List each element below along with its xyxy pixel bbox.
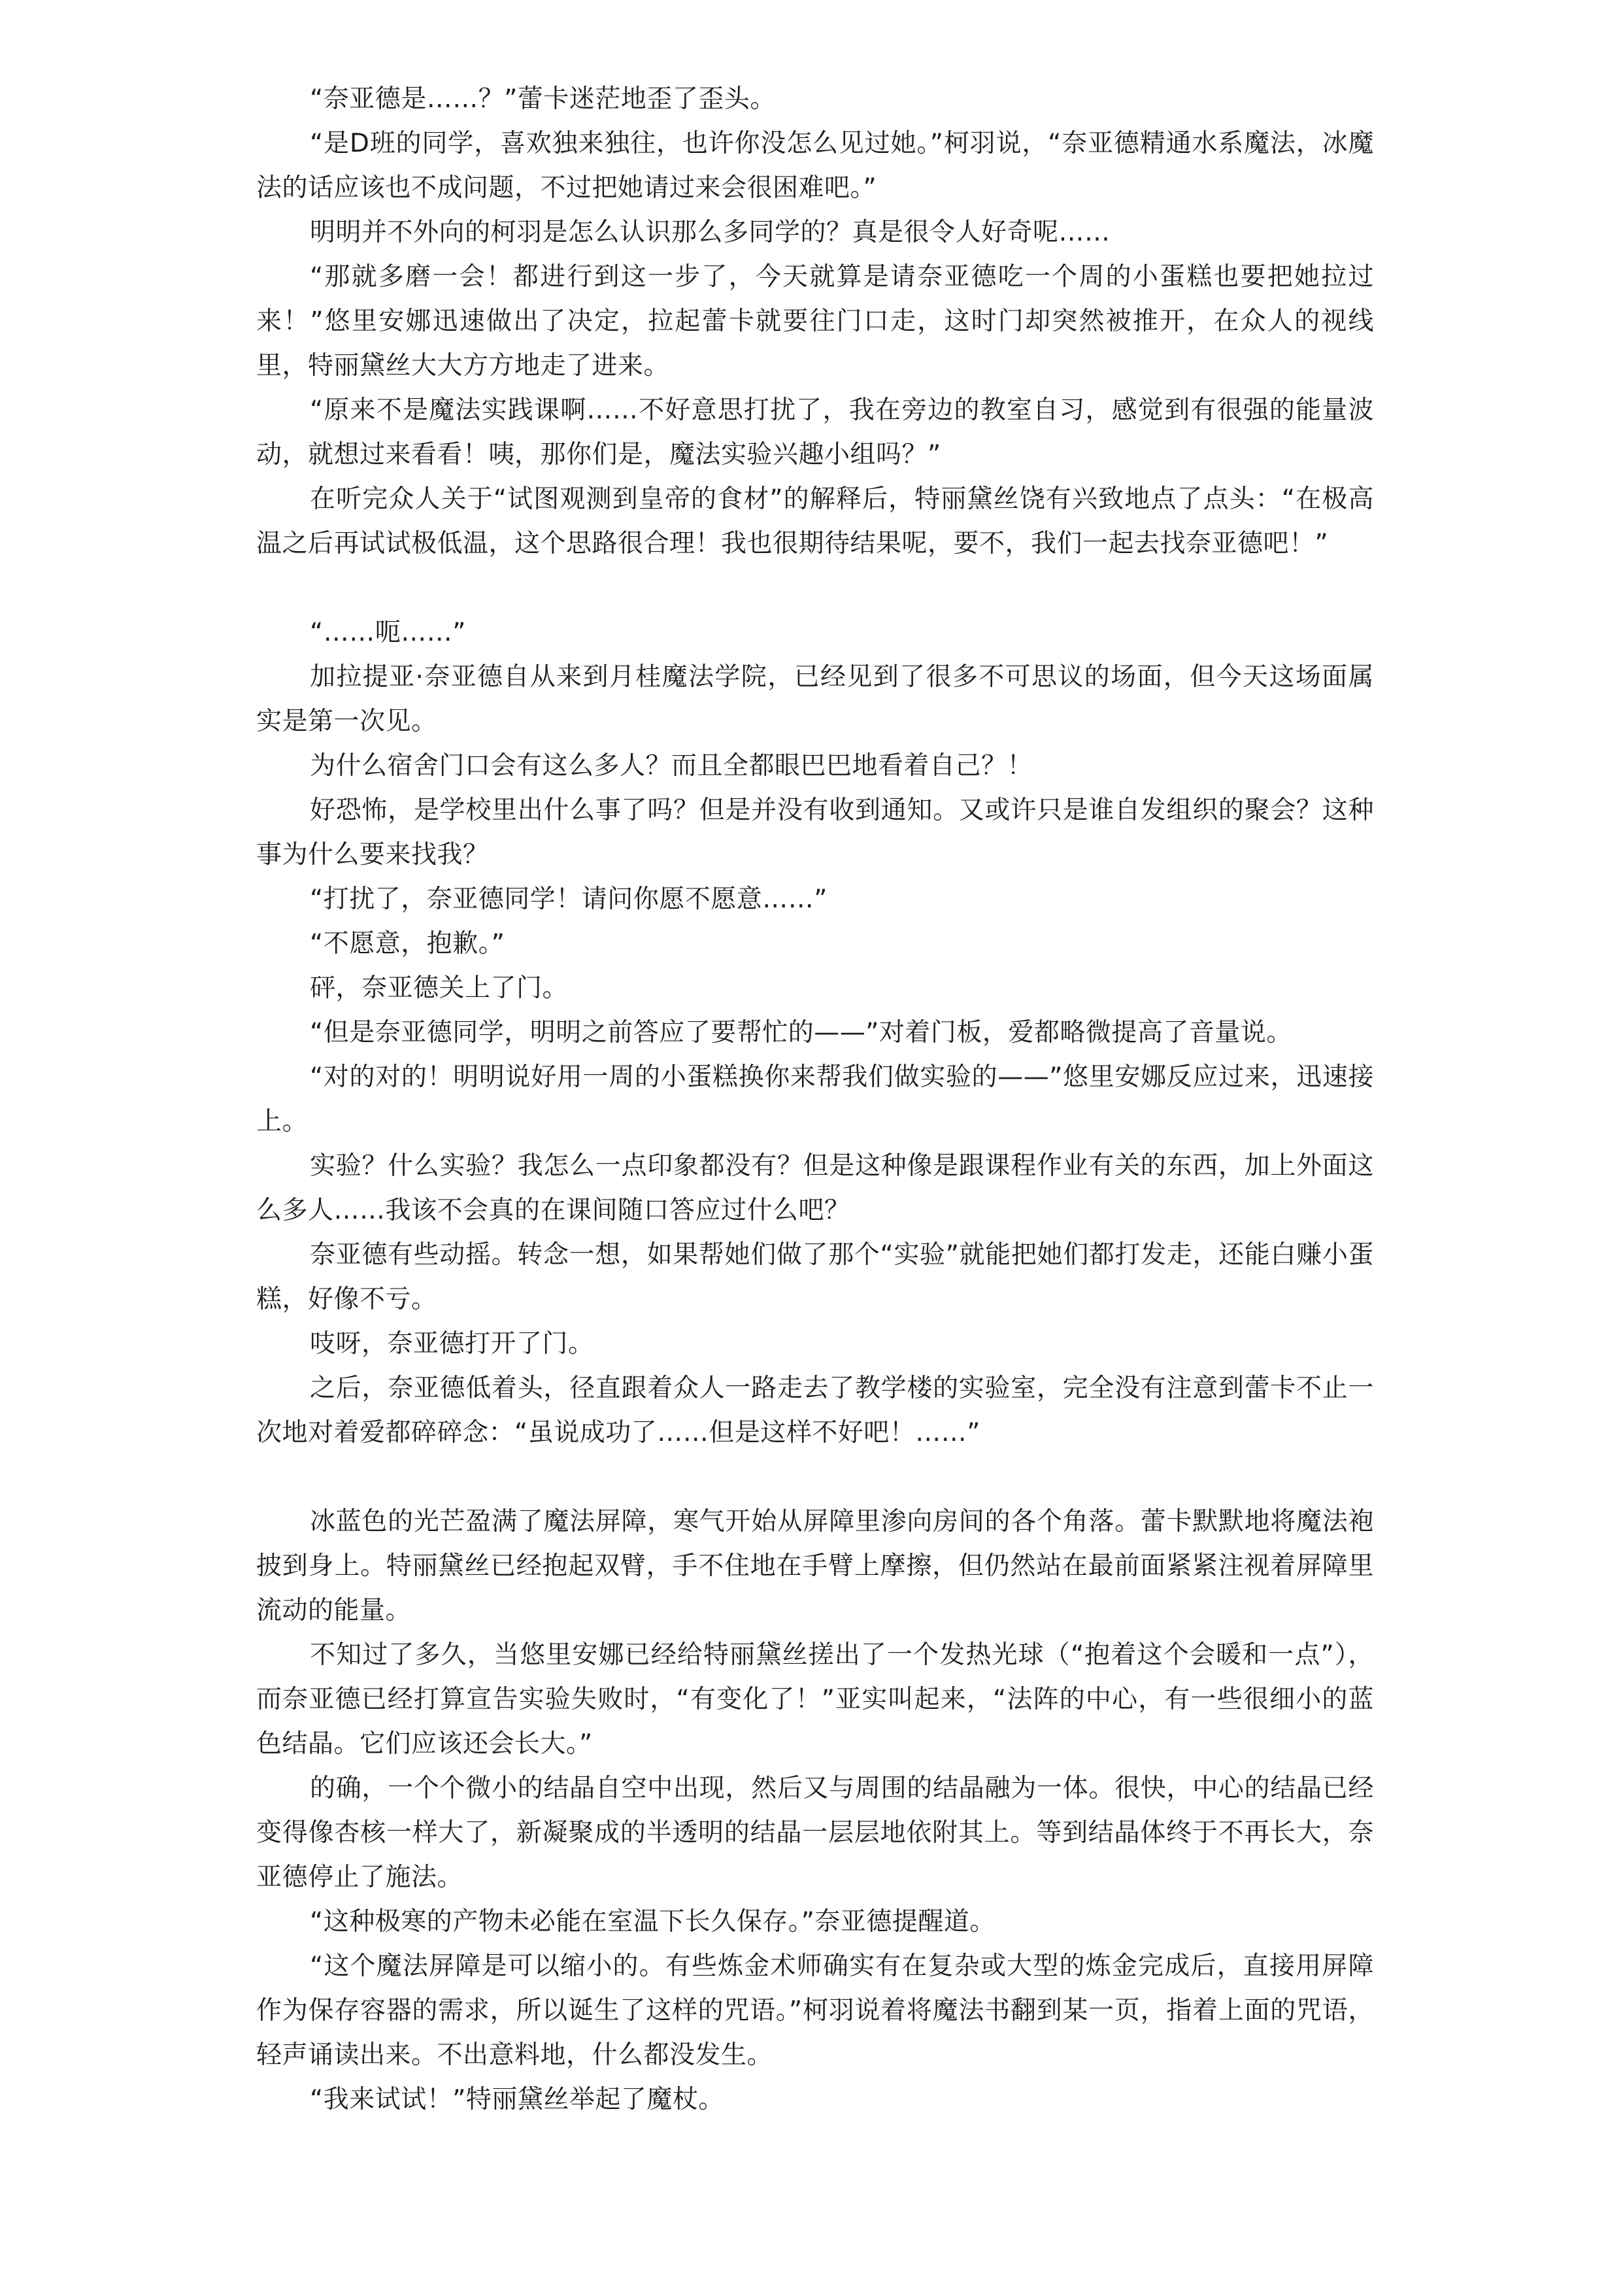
paragraph: “我来试试！”特丽黛丝举起了魔杖。 [310, 2085, 724, 2114]
paragraph: “打扰了，奈亚德同学！请问你愿不愿意……” [310, 885, 828, 914]
paragraph: 加拉提亚·奈亚德自从来到月桂魔法学院，已经见到了很多不可思议的场面，但今天这场面属实是第一次见。 [256, 662, 1374, 736]
paragraph: “这种极寒的产物未必能在室温下长久保存。”奈亚德提醒道。 [310, 1907, 996, 1936]
paragraph: “但是奈亚德同学，明明之前答应了要帮忙的——”对着门板，爱都略微提高了音量说。 [310, 1018, 1292, 1047]
document-body [256, 77, 1374, 2122]
paragraph: 奈亚德有些动摇。转念一想，如果帮她们做了那个“实验”就能把她们都打发走，还能白赚小蛋糕，好像不亏。 [256, 1240, 1374, 1314]
paragraph: “原来不是魔法实践课啊……不好意思打扰了，我在旁边的教室自习，感觉到有很强的能量波动，就想过来看看！咦，那你们是，魔法实验兴趣小组吗？” [256, 396, 1374, 469]
paragraph: “这个魔法屏障是可以缩小的。有些炼金术师确实有在复杂或大型的炼金完成后，直接用屏障作为保存容器的需求，所以诞生了这样的咒语。”柯羽说着将魔法书翻到某一页，指着上面的咒语，轻声诵读出来。不出意料地，什么都没发生。 [256, 1951, 1374, 2070]
paragraph: 明明并不外向的柯羽是怎么认识那么多同学的？真是很令人好奇呢…… [310, 218, 1111, 247]
paragraph: “是D班的同学，喜欢独来独往，也许你没怎么见过她。”柯羽说，“奈亚德精通水系魔法，冰魔法的话应该也不成问题，不过把她请过来会很困难吧。” [256, 129, 1374, 203]
section-break [256, 566, 1374, 611]
paragraph: 实验？什么实验？我怎么一点印象都没有？但是这种像是跟课程作业有关的东西，加上外面这么多人……我该不会真的在课间随口答应过什么吧？ [256, 1151, 1374, 1225]
paragraph: “那就多磨一会！都进行到这一步了，今天就算是请奈亚德吃一个周的小蛋糕也要把她拉过来！”悠里安娜迅速做出了决定，拉起蕾卡就要往门口走，这时门却突然被推开，在众人的视线里，特丽黛丝大大方方地走了进来。 [256, 262, 1374, 380]
section-break [256, 1455, 1374, 1500]
paragraph: “不愿意，抱歉。” [310, 929, 505, 958]
paragraph: 砰，奈亚德关上了门。 [310, 973, 569, 1003]
paragraph: “对的对的！明明说好用一周的小蛋糕换你来帮我们做实验的——”悠里安娜反应过来，迅速接上。 [256, 1062, 1374, 1136]
paragraph: 为什么宿舍门口会有这么多人？而且全都眼巴巴地看着自己？！ [310, 751, 1033, 781]
paragraph: 吱呀，奈亚德打开了门。 [310, 1329, 594, 1359]
paragraph: 好恐怖，是学校里出什么事了吗？但是并没有收到通知。又或许只是谁自发组织的聚会？这种事为什么要来找我？ [256, 796, 1374, 869]
paragraph: 冰蓝色的光芒盈满了魔法屏障，寒气开始从屏障里渗向房间的各个角落。蕾卡默默地将魔法袍披到身上。特丽黛丝已经抱起双臂，手不住地在手臂上摩擦，但仍然站在最前面紧紧注视着屏障里流动的能量。 [256, 1507, 1374, 1625]
paragraph: 在听完众人关于“试图观测到皇帝的食材”的解释后，特丽黛丝饶有兴致地点了点头：“在极高温之后再试试极低温，这个思路很合理！我也很期待结果呢，要不，我们一起去找奈亚德吧！” [256, 484, 1374, 558]
paragraph: “……呃……” [310, 618, 466, 647]
paragraph: “奈亚德是……？”蕾卡迷茫地歪了歪头。 [310, 84, 776, 114]
paragraph: 不知过了多久，当悠里安娜已经给特丽黛丝搓出了一个发热光球（“抱着这个会暖和一点”），而奈亚德已经打算宣告实验失败时，“有变化了！”亚实叫起来，“法阵的中心，有一些很细小的蓝色结晶。它们应该还会长大。” [256, 1640, 1374, 1759]
paragraph: 之后，奈亚德低着头，径直跟着众人一路走去了教学楼的实验室，完全没有注意到蕾卡不止一次地对着爱都碎碎念：“虽说成功了……但是这样不好吧！……” [256, 1374, 1374, 1447]
paragraph: 的确，一个个微小的结晶自空中出现，然后又与周围的结晶融为一体。很快，中心的结晶已经变得像杏核一样大了，新凝聚成的半透明的结晶一层层地依附其上。等到结晶体终于不再长大，奈亚德停止了施法。 [256, 1774, 1374, 1892]
